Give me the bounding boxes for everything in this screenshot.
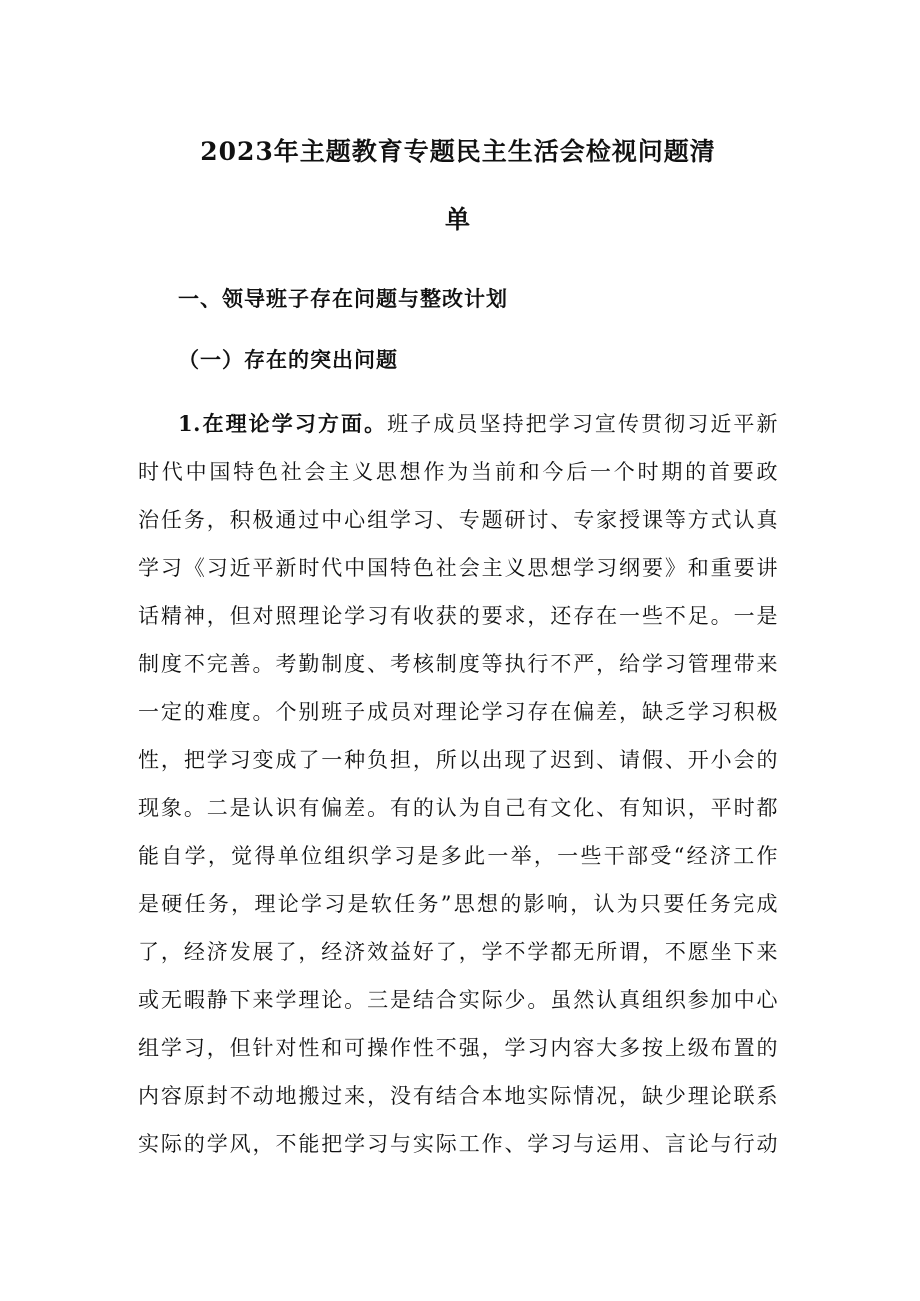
paragraph-lead: 1.在理论学习方面。 xyxy=(178,411,388,436)
paragraph-line: 制度不完善。考勤制度、考核制度等执行不严，给学习管理带来 xyxy=(138,652,778,676)
paragraph-line: 组学习，但针对性和可操作性不强，学习内容大多按上级布置的 xyxy=(138,1036,778,1060)
section-heading: 一、领导班子存在问题与整改计划 xyxy=(178,286,508,311)
paragraph-line: 内容原封不动地搬过来，没有结合本地实际情况，缺少理论联系 xyxy=(138,1084,778,1108)
paragraph-line: 了，经济发展了，经济效益好了，学不学都无所谓，不愿坐下来 xyxy=(138,940,778,964)
paragraph-first-line xyxy=(178,410,778,438)
paragraph-line: 治任务，积极通过中心组学习、专题研讨、专家授课等方式认真 xyxy=(138,508,778,532)
paragraph-line: 或无暇静下来学理论。三是结合实际少。虽然认真组织参加中心 xyxy=(138,988,778,1012)
paragraph-line: 时代中国特色社会主义思想作为当前和今后一个时期的首要政 xyxy=(138,460,778,484)
document-title-line-1: 2023年主题教育专题民主生活会检视问题清 xyxy=(200,137,716,166)
paragraph-line: 学习《习近平新时代中国特色社会主义思想学习纲要》和重要讲 xyxy=(138,556,778,580)
paragraph-line: 话精神，但对照理论学习有收获的要求，还存在一些不足。一是 xyxy=(138,604,778,628)
paragraph-line: 一定的难度。个别班子成员对理论学习存在偏差，缺乏学习积极 xyxy=(138,700,778,724)
subsection-heading: （一）存在的突出问题 xyxy=(178,347,398,372)
paragraph-first-line-text: 班子成员坚持把学习宣传贯彻习近平新 xyxy=(387,412,778,436)
paragraph-line: 能自学，觉得单位组织学习是多此一举，一些干部受“经济工作 xyxy=(138,844,778,868)
document-title-line-2: 单 xyxy=(444,205,471,234)
paragraph-line: 实际的学风，不能把学习与实际工作、学习与运用、言论与行动 xyxy=(138,1132,778,1156)
paragraph-line: 性，把学习变成了一种负担，所以出现了迟到、请假、开小会的 xyxy=(138,748,778,772)
paragraph-line: 现象。二是认识有偏差。有的认为自己有文化、有知识，平时都 xyxy=(138,796,778,820)
paragraph-line: 是硬任务，理论学习是软任务”思想的影响，认为只要任务完成 xyxy=(138,892,778,916)
